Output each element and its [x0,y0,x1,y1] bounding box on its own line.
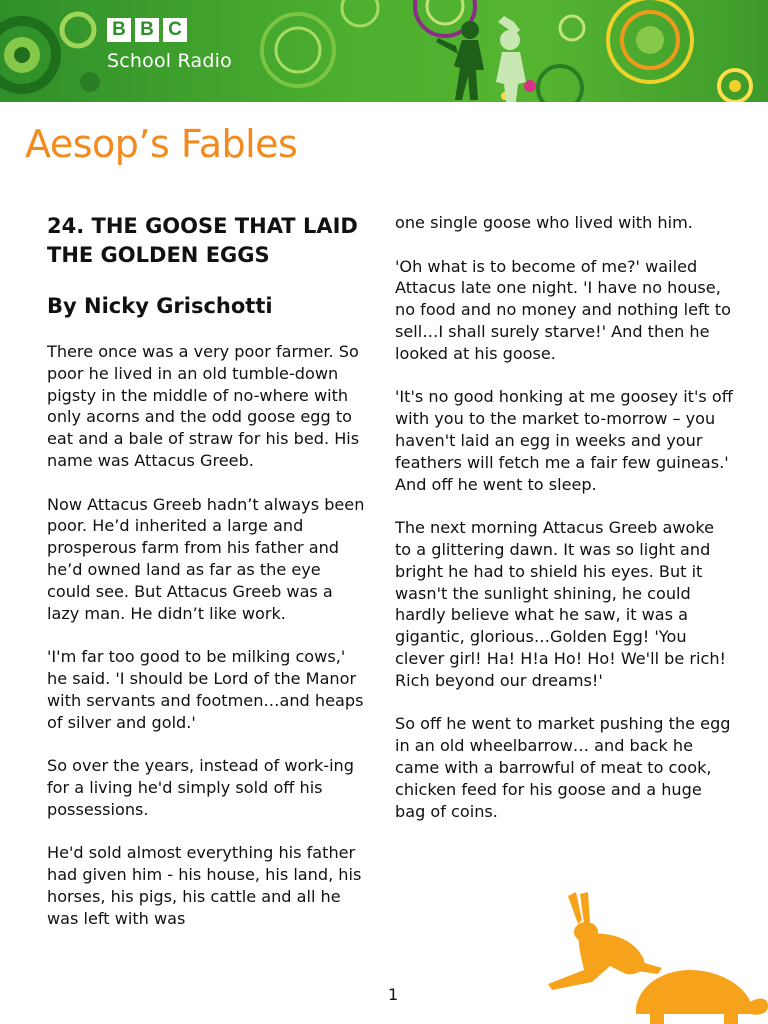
story-paragraph: 'It's no good honking at me goosey it's off with you to the market to-morrow – you haven't laid an egg in weeks and your feathers will fetch me a fair few guineas.' And off he went to sleep. [395,387,733,494]
story-paragraph: There once was a very poor farmer. So poor he lived in an old tumble-down pigsty in the middle of no-where with only acorns and the odd goose egg to eat and a bale of straw for his bed. His name was Attacus Greeb. [47,342,360,470]
page-number: 1 [388,985,399,1004]
bbc-logo [107,18,187,42]
series-title: Aesop’s Fables [25,122,298,166]
header-banner [0,0,768,102]
story-paragraph: The next morning Attacus Greeb awoke to a glittering dawn. It was so light and bright he had to shield his eyes. But it wasn't the sunlight shining, he could hardly believe what he saw, it was a gigantic, glorious…Golden Egg! 'You clever girl! Ha! H!a Ho! Ho! We'll be rich! Rich beyond our dreams!' [395,518,726,690]
story-paragraph: one single goose who lived with him. [395,213,693,232]
hare-and-tortoise-icon [538,890,768,1024]
story-column-right [395,212,735,844]
story-title: 24. THE GOOSE THAT LAID THE GOLDEN EGGS [47,214,358,267]
logo-letter-c: C [163,18,187,42]
story-paragraph: 'I'm far too good to be milking cows,' he said. 'I should be Lord of the Manor with servants and footmen…and heaps of silver and gold.' [47,647,364,732]
logo-letter-b2: B [135,18,159,42]
story-paragraph: So over the years, instead of work-ing for a living he'd simply sold off his possessions. [47,756,354,819]
story-author: By Nicky Grischotti [47,294,273,318]
story-column-left [47,212,369,951]
story-paragraph: So off he went to market pushing the egg in an old wheelbarrow… and back he came with a barrowful of meat to cook, chicken feed for his goose and a huge bag of coins. [395,714,731,821]
story-paragraph: Now Attacus Greeb hadn’t always been poor. He’d inherited a large and prosperous farm from his father and he’d owned land as far as the eye could see. But Attacus Greeb was a lazy man. He didn’t like work. [47,494,365,623]
logo-letter-b1: B [107,18,131,42]
story-paragraph: He'd sold almost everything his father had given him - his house, his land, his horses, his pigs, his cattle and all he was left with was [47,843,362,928]
story-paragraph: 'Oh what is to become of me?' wailed Attacus late one night. 'I have no house, no food and no money and nothing left to sell…I shall surely starve!' And then he looked at his goose. [395,256,731,363]
brand-subtitle: School Radio [107,50,232,72]
